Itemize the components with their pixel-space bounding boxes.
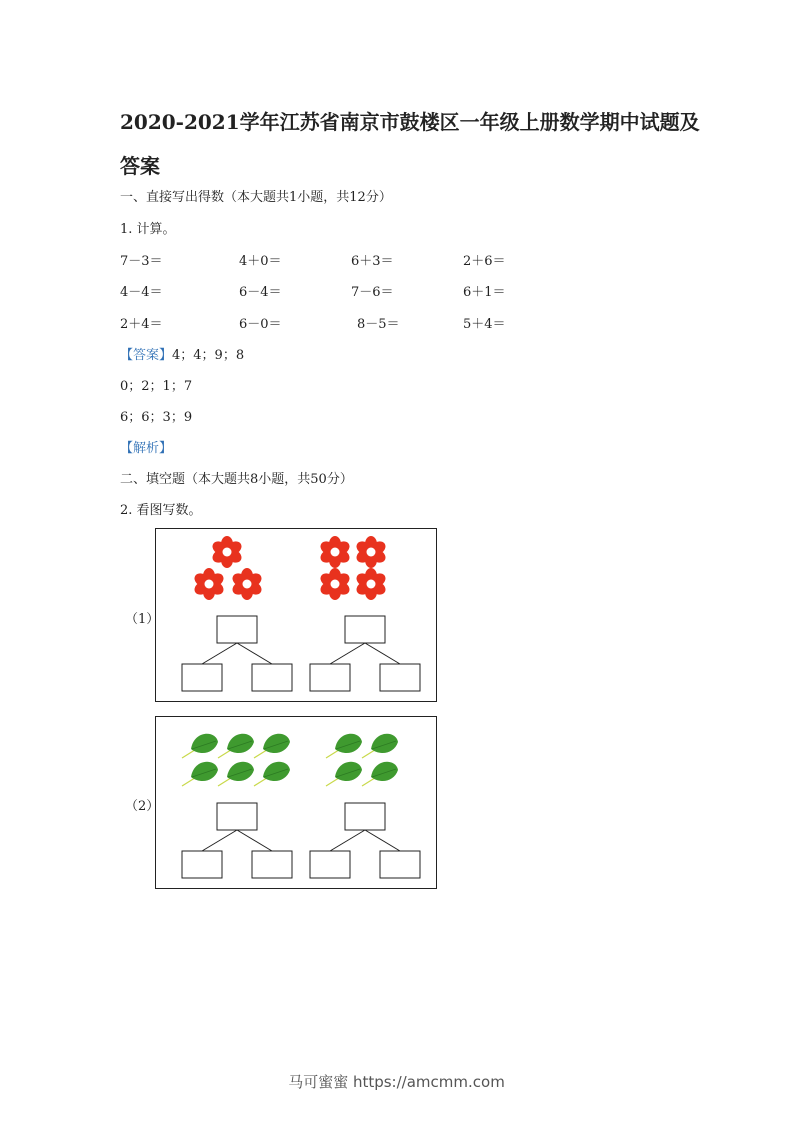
answer-box: [380, 664, 420, 691]
leaf-icon: [254, 734, 290, 758]
leaf-icon: [182, 762, 218, 786]
calc-item: 4－4＝: [120, 285, 163, 300]
answer-box: [310, 664, 350, 691]
calc-item: 6－0＝: [239, 317, 282, 332]
answer-line: [120, 344, 244, 363]
leaf-icon: [182, 734, 218, 758]
flower-icon: [354, 568, 388, 600]
question-2: 2. 看图写数。: [120, 503, 202, 518]
footer-watermark: 马可蜜蜜 https://amcmm.com: [288, 1073, 505, 1091]
answer-text: 0；2；1；7: [120, 379, 193, 394]
calc-item: 6＋1＝: [463, 285, 506, 300]
calc-item: 6＋3＝: [351, 254, 394, 269]
answer-box: [252, 664, 292, 691]
leaf-icon: [218, 734, 254, 758]
calc-item: 5＋4＝: [463, 317, 506, 332]
answer-box: [345, 616, 385, 643]
figure-label: （2）: [125, 799, 160, 814]
answer-text: 4；4；9；8: [172, 348, 245, 363]
answer-box: [310, 851, 350, 878]
answer-box: [182, 851, 222, 878]
calc-item: 4＋0＝: [239, 254, 282, 269]
calc-item: 8－5＝: [357, 317, 400, 332]
number-bond: [182, 616, 292, 691]
flower-icon: [354, 536, 388, 568]
flower-icon: [318, 536, 352, 568]
number-bond: [310, 616, 420, 691]
section1-heading: 一、直接写出得数（本大题共1小题，共12分）: [120, 190, 392, 205]
calc-item: 7－3＝: [120, 254, 163, 269]
leaf-icon: [218, 762, 254, 786]
flower-figure: [156, 529, 438, 703]
flower-icon: [318, 568, 352, 600]
leaf-icon: [326, 762, 362, 786]
calc-item: 2＋4＝: [120, 317, 163, 332]
page-title: 2020-2021学年江苏省南京市鼓楼区一年级上册数学期中试题及答案: [120, 110, 700, 178]
analysis-tag: 【解析】: [120, 441, 173, 456]
answer-tag: 【答案】: [120, 348, 173, 363]
section2-heading: 二、填空题（本大题共8小题，共50分）: [120, 472, 353, 487]
leaf-icon: [362, 762, 398, 786]
figure-label: （1）: [125, 612, 160, 627]
answer-box: [345, 803, 385, 830]
answer-box: [217, 616, 257, 643]
flower-icon: [230, 568, 264, 600]
flower-icon: [192, 568, 226, 600]
answer-box: [252, 851, 292, 878]
flower-icon: [210, 536, 244, 568]
leaf-figure: [156, 717, 438, 890]
answer-box: [380, 851, 420, 878]
calc-item: 7－6＝: [351, 285, 394, 300]
leaf-icon: [362, 734, 398, 758]
calc-item: 2＋6＝: [463, 254, 506, 269]
answer-box: [182, 664, 222, 691]
leaf-icon: [326, 734, 362, 758]
question-1: 1. 计算。: [120, 222, 176, 237]
answer-text: 6；6；3；9: [120, 410, 193, 425]
figure-flowers: [155, 528, 437, 702]
number-bond: [310, 803, 420, 878]
number-bond: [182, 803, 292, 878]
figure-leaves: [155, 716, 437, 889]
calc-item: 6－4＝: [239, 285, 282, 300]
leaf-icon: [254, 762, 290, 786]
answer-box: [217, 803, 257, 830]
